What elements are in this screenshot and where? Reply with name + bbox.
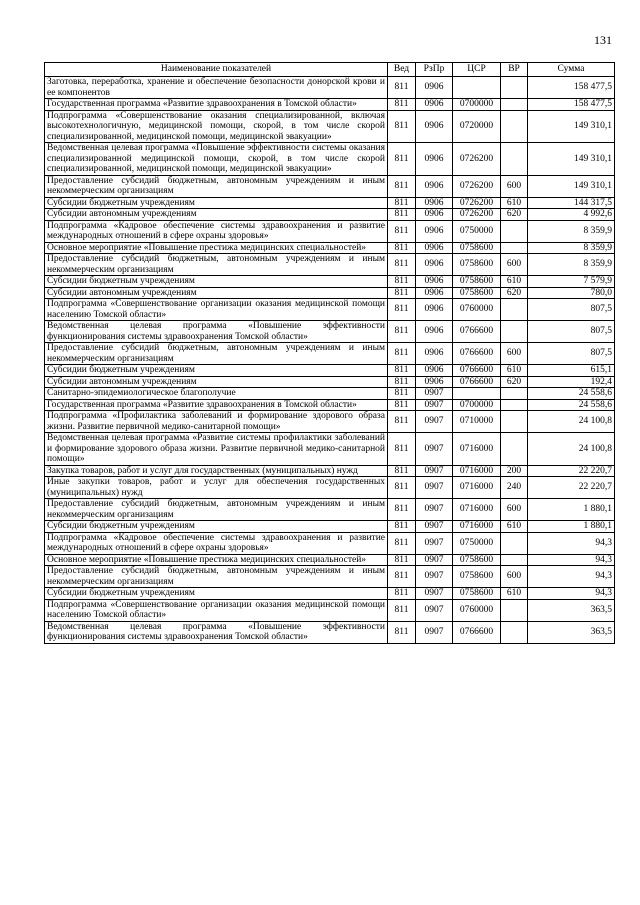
table-row — [45, 209, 615, 221]
cell-ved: 811 — [388, 242, 416, 254]
cell-vr: 200 — [501, 465, 528, 477]
cell-rzpr: 0907 — [416, 499, 453, 521]
cell-csr: 0750000 — [453, 532, 501, 554]
cell-sum: 7 579,9 — [528, 276, 615, 288]
cell-vr: 610 — [501, 197, 528, 209]
cell-name: Государственная программа «Развитие здравоохранения в Томской области» — [45, 399, 388, 411]
cell-csr: 0766600 — [453, 365, 501, 377]
table-row — [45, 110, 615, 143]
cell-sum: 1 880,1 — [528, 499, 615, 521]
cell-name: Субсидии бюджетным учреждениям — [45, 521, 388, 533]
cell-rzpr: 0906 — [416, 209, 453, 221]
cell-rzpr: 0906 — [416, 175, 453, 197]
table-row — [45, 465, 615, 477]
cell-vr: 620 — [501, 287, 528, 299]
cell-rzpr: 0907 — [416, 465, 453, 477]
cell-rzpr: 0906 — [416, 376, 453, 388]
table-row — [45, 321, 615, 343]
cell-vr: 610 — [501, 521, 528, 533]
cell-ved: 811 — [388, 566, 416, 588]
cell-csr — [453, 77, 501, 99]
cell-rzpr: 0907 — [416, 399, 453, 411]
cell-vr: 610 — [501, 276, 528, 288]
cell-rzpr: 0906 — [416, 110, 453, 143]
cell-vr: 600 — [501, 499, 528, 521]
cell-sum: 149 310,1 — [528, 143, 615, 176]
cell-ved: 811 — [388, 477, 416, 499]
cell-csr: 0726200 — [453, 197, 501, 209]
header-name: Наименование показателей — [45, 63, 388, 77]
cell-name: Субсидии автономным учреждениям — [45, 376, 388, 388]
cell-vr — [501, 411, 528, 433]
cell-name: Субсидии бюджетным учреждениям — [45, 365, 388, 377]
cell-rzpr: 0907 — [416, 411, 453, 433]
cell-sum: 94,3 — [528, 566, 615, 588]
cell-vr — [501, 220, 528, 242]
cell-rzpr: 0906 — [416, 197, 453, 209]
cell-csr: 0726200 — [453, 143, 501, 176]
cell-sum: 158 477,5 — [528, 77, 615, 99]
cell-csr: 0720000 — [453, 110, 501, 143]
budget-table — [44, 62, 615, 644]
cell-vr: 620 — [501, 376, 528, 388]
cell-vr: 600 — [501, 254, 528, 276]
table-row — [45, 254, 615, 276]
cell-rzpr: 0907 — [416, 566, 453, 588]
table-row — [45, 588, 615, 600]
cell-csr: 0726200 — [453, 175, 501, 197]
cell-sum: 149 310,1 — [528, 175, 615, 197]
cell-sum: 94,3 — [528, 532, 615, 554]
cell-sum: 363,5 — [528, 599, 615, 621]
cell-vr — [501, 621, 528, 643]
cell-name: Предоставление субсидий бюджетным, автономным учреждениям и иным некоммерческим организациям — [45, 499, 388, 521]
cell-ved: 811 — [388, 599, 416, 621]
cell-sum: 24 558,6 — [528, 388, 615, 400]
cell-csr: 0758600 — [453, 276, 501, 288]
cell-rzpr: 0907 — [416, 477, 453, 499]
cell-ved: 811 — [388, 299, 416, 321]
cell-csr: 0716000 — [453, 465, 501, 477]
cell-ved: 811 — [388, 532, 416, 554]
cell-name: Подпрограмма «Кадровое обеспечение системы здравоохранения и развитие международных отношений в сфере охраны здоровья» — [45, 220, 388, 242]
cell-name: Ведомственная целевая программа «Повышение эффективности системы оказания специализированной медицинской помощи, скорой, в том числе скорой специализированной, медицинской помощи, медицинской эвакуации» — [45, 143, 388, 176]
cell-ved: 811 — [388, 220, 416, 242]
header-csr: ЦСР — [453, 63, 501, 77]
cell-name: Субсидии автономным учреждениям — [45, 209, 388, 221]
table-header — [45, 63, 615, 77]
cell-sum: 807,5 — [528, 321, 615, 343]
cell-vr — [501, 532, 528, 554]
cell-sum: 24 100,8 — [528, 433, 615, 466]
table-row — [45, 566, 615, 588]
cell-rzpr: 0906 — [416, 242, 453, 254]
cell-vr — [501, 554, 528, 566]
cell-vr: 610 — [501, 365, 528, 377]
table-row — [45, 242, 615, 254]
cell-name: Санитарно-эпидемиологическое благополучие — [45, 388, 388, 400]
cell-vr — [501, 599, 528, 621]
table-row — [45, 554, 615, 566]
cell-csr: 0716000 — [453, 499, 501, 521]
cell-ved: 811 — [388, 365, 416, 377]
cell-sum: 1 880,1 — [528, 521, 615, 533]
cell-ved: 811 — [388, 499, 416, 521]
cell-csr: 0766600 — [453, 621, 501, 643]
cell-ved: 811 — [388, 321, 416, 343]
cell-ved: 811 — [388, 77, 416, 99]
table-row — [45, 433, 615, 466]
cell-sum: 8 359,9 — [528, 254, 615, 276]
table-row — [45, 621, 615, 643]
cell-vr — [501, 143, 528, 176]
cell-rzpr: 0906 — [416, 220, 453, 242]
cell-vr: 240 — [501, 477, 528, 499]
cell-rzpr: 0906 — [416, 99, 453, 111]
cell-sum: 4 992,6 — [528, 209, 615, 221]
cell-csr: 0700000 — [453, 99, 501, 111]
cell-vr — [501, 399, 528, 411]
cell-ved: 811 — [388, 411, 416, 433]
cell-csr — [453, 388, 501, 400]
cell-sum: 363,5 — [528, 621, 615, 643]
cell-rzpr: 0906 — [416, 287, 453, 299]
cell-sum: 24 558,6 — [528, 399, 615, 411]
cell-ved: 811 — [388, 465, 416, 477]
cell-vr — [501, 110, 528, 143]
header-vr: ВР — [501, 63, 528, 77]
table-row — [45, 499, 615, 521]
cell-ved: 811 — [388, 287, 416, 299]
cell-name: Субсидии бюджетным учреждениям — [45, 276, 388, 288]
cell-name: Предоставление субсидий бюджетным, автономным учреждениям и иным некоммерческим организациям — [45, 175, 388, 197]
cell-sum: 8 359,9 — [528, 220, 615, 242]
cell-csr: 0716000 — [453, 433, 501, 466]
cell-name: Основное мероприятие «Повышение престижа медицинских специальностей» — [45, 554, 388, 566]
cell-ved: 811 — [388, 343, 416, 365]
cell-csr: 0758600 — [453, 554, 501, 566]
table-row — [45, 220, 615, 242]
cell-rzpr: 0906 — [416, 254, 453, 276]
cell-vr: 600 — [501, 566, 528, 588]
header-row — [45, 63, 615, 77]
cell-vr: 600 — [501, 175, 528, 197]
table-row — [45, 388, 615, 400]
cell-vr — [501, 77, 528, 99]
cell-ved: 811 — [388, 521, 416, 533]
cell-csr: 0726200 — [453, 209, 501, 221]
cell-ved: 811 — [388, 433, 416, 466]
cell-name: Ведомственная целевая программа «Развитие системы профилактики заболеваний и формирование здорового образа жизни. Развитие первичной медико-санитарной помощи» — [45, 433, 388, 466]
page-number: 131 — [594, 33, 612, 47]
cell-name: Государственная программа «Развитие здравоохранения в Томской области» — [45, 99, 388, 111]
header-ved: Вед — [388, 63, 416, 77]
cell-ved: 811 — [388, 197, 416, 209]
cell-ved: 811 — [388, 388, 416, 400]
cell-rzpr: 0906 — [416, 77, 453, 99]
table-row — [45, 77, 615, 99]
cell-csr: 0766600 — [453, 343, 501, 365]
table-row — [45, 99, 615, 111]
cell-csr: 0758600 — [453, 588, 501, 600]
cell-vr: 610 — [501, 588, 528, 600]
table-row — [45, 143, 615, 176]
cell-vr — [501, 299, 528, 321]
cell-csr: 0758600 — [453, 287, 501, 299]
cell-csr: 0766600 — [453, 376, 501, 388]
cell-name: Ведомственная целевая программа «Повышение эффективности функционирования системы здравоохранения Томской области» — [45, 621, 388, 643]
cell-rzpr: 0906 — [416, 299, 453, 321]
table-row — [45, 521, 615, 533]
table-row — [45, 532, 615, 554]
cell-vr — [501, 433, 528, 466]
table-row — [45, 365, 615, 377]
cell-rzpr: 0907 — [416, 433, 453, 466]
cell-vr: 600 — [501, 343, 528, 365]
cell-name: Основное мероприятие «Повышение престижа медицинских специальностей» — [45, 242, 388, 254]
table-row — [45, 399, 615, 411]
cell-sum: 8 359,9 — [528, 242, 615, 254]
cell-vr — [501, 242, 528, 254]
cell-name: Подпрограмма «Профилактика заболеваний и формирование здорового образа жизни. Развитие первичной медико-санитарной помощи» — [45, 411, 388, 433]
header-rzpr: РзПр — [416, 63, 453, 77]
cell-ved: 811 — [388, 99, 416, 111]
cell-name: Субсидии бюджетным учреждениям — [45, 197, 388, 209]
table-row — [45, 197, 615, 209]
cell-name: Подпрограмма «Совершенствование организации оказания медицинской помощи населению Томской области» — [45, 599, 388, 621]
cell-rzpr: 0906 — [416, 321, 453, 343]
cell-ved: 811 — [388, 376, 416, 388]
cell-ved: 811 — [388, 276, 416, 288]
cell-name: Предоставление субсидий бюджетным, автономным учреждениям и иным некоммерческим организациям — [45, 254, 388, 276]
cell-rzpr: 0907 — [416, 388, 453, 400]
cell-ved: 811 — [388, 399, 416, 411]
cell-ved: 811 — [388, 175, 416, 197]
cell-rzpr: 0907 — [416, 588, 453, 600]
table-row — [45, 411, 615, 433]
cell-csr: 0758600 — [453, 254, 501, 276]
cell-vr: 620 — [501, 209, 528, 221]
table-row — [45, 276, 615, 288]
cell-ved: 811 — [388, 621, 416, 643]
cell-name: Субсидии бюджетным учреждениям — [45, 588, 388, 600]
cell-name: Предоставление субсидий бюджетным, автономным учреждениям и иным некоммерческим организациям — [45, 566, 388, 588]
cell-name: Закупка товаров, работ и услуг для государственных (муниципальных) нужд — [45, 465, 388, 477]
table-row — [45, 376, 615, 388]
cell-csr: 0716000 — [453, 521, 501, 533]
cell-name: Иные закупки товаров, работ и услуг для обеспечения государственных (муниципальных) нужд — [45, 477, 388, 499]
cell-ved: 811 — [388, 209, 416, 221]
cell-ved: 811 — [388, 554, 416, 566]
cell-sum: 24 100,8 — [528, 411, 615, 433]
cell-csr: 0758600 — [453, 566, 501, 588]
cell-name: Подпрограмма «Совершенствование оказания специализированной, включая высокотехнологичную, медицинской помощи, скорой, в том числе скорой специализированной, медицинской помощи, медицинской эвакуации» — [45, 110, 388, 143]
cell-sum: 94,3 — [528, 588, 615, 600]
table-row — [45, 175, 615, 197]
cell-name: Ведомственная целевая программа «Повышение эффективности функционирования системы здравоохранения Томской области» — [45, 321, 388, 343]
table-row — [45, 477, 615, 499]
cell-vr — [501, 321, 528, 343]
table-body — [45, 77, 615, 644]
cell-ved: 811 — [388, 143, 416, 176]
cell-sum: 158 477,5 — [528, 99, 615, 111]
cell-name: Субсидии автономным учреждениям — [45, 287, 388, 299]
cell-name: Подпрограмма «Кадровое обеспечение системы здравоохранения и развитие международных отношений в сфере охраны здоровья» — [45, 532, 388, 554]
cell-sum: 94,3 — [528, 554, 615, 566]
cell-csr: 0750000 — [453, 220, 501, 242]
cell-sum: 780,0 — [528, 287, 615, 299]
table-row — [45, 287, 615, 299]
cell-rzpr: 0906 — [416, 276, 453, 288]
cell-sum: 144 317,5 — [528, 197, 615, 209]
cell-rzpr: 0907 — [416, 532, 453, 554]
cell-rzpr: 0907 — [416, 599, 453, 621]
cell-name: Заготовка, переработка, хранение и обеспечение безопасности донорской крови и ее компонентов — [45, 77, 388, 99]
cell-csr: 0760000 — [453, 599, 501, 621]
cell-sum: 807,5 — [528, 343, 615, 365]
cell-ved: 811 — [388, 110, 416, 143]
cell-rzpr: 0906 — [416, 365, 453, 377]
cell-ved: 811 — [388, 254, 416, 276]
table-row — [45, 299, 615, 321]
header-sum: Сумма — [528, 63, 615, 77]
cell-csr: 0700000 — [453, 399, 501, 411]
table-row — [45, 599, 615, 621]
cell-sum: 192,4 — [528, 376, 615, 388]
cell-csr: 0758600 — [453, 242, 501, 254]
cell-rzpr: 0907 — [416, 521, 453, 533]
cell-rzpr: 0907 — [416, 621, 453, 643]
cell-name: Предоставление субсидий бюджетным, автономным учреждениям и иным некоммерческим организациям — [45, 343, 388, 365]
cell-name: Подпрограмма «Совершенствование организации оказания медицинской помощи населению Томской области» — [45, 299, 388, 321]
cell-rzpr: 0907 — [416, 554, 453, 566]
cell-rzpr: 0906 — [416, 143, 453, 176]
cell-csr: 0760000 — [453, 299, 501, 321]
cell-sum: 22 220,7 — [528, 477, 615, 499]
cell-csr: 0716000 — [453, 477, 501, 499]
cell-csr: 0710000 — [453, 411, 501, 433]
cell-rzpr: 0906 — [416, 343, 453, 365]
cell-sum: 149 310,1 — [528, 110, 615, 143]
cell-sum: 807,5 — [528, 299, 615, 321]
cell-vr — [501, 388, 528, 400]
cell-ved: 811 — [388, 588, 416, 600]
table-row — [45, 343, 615, 365]
cell-sum: 615,1 — [528, 365, 615, 377]
cell-sum: 22 220,7 — [528, 465, 615, 477]
cell-vr — [501, 99, 528, 111]
cell-csr: 0766600 — [453, 321, 501, 343]
